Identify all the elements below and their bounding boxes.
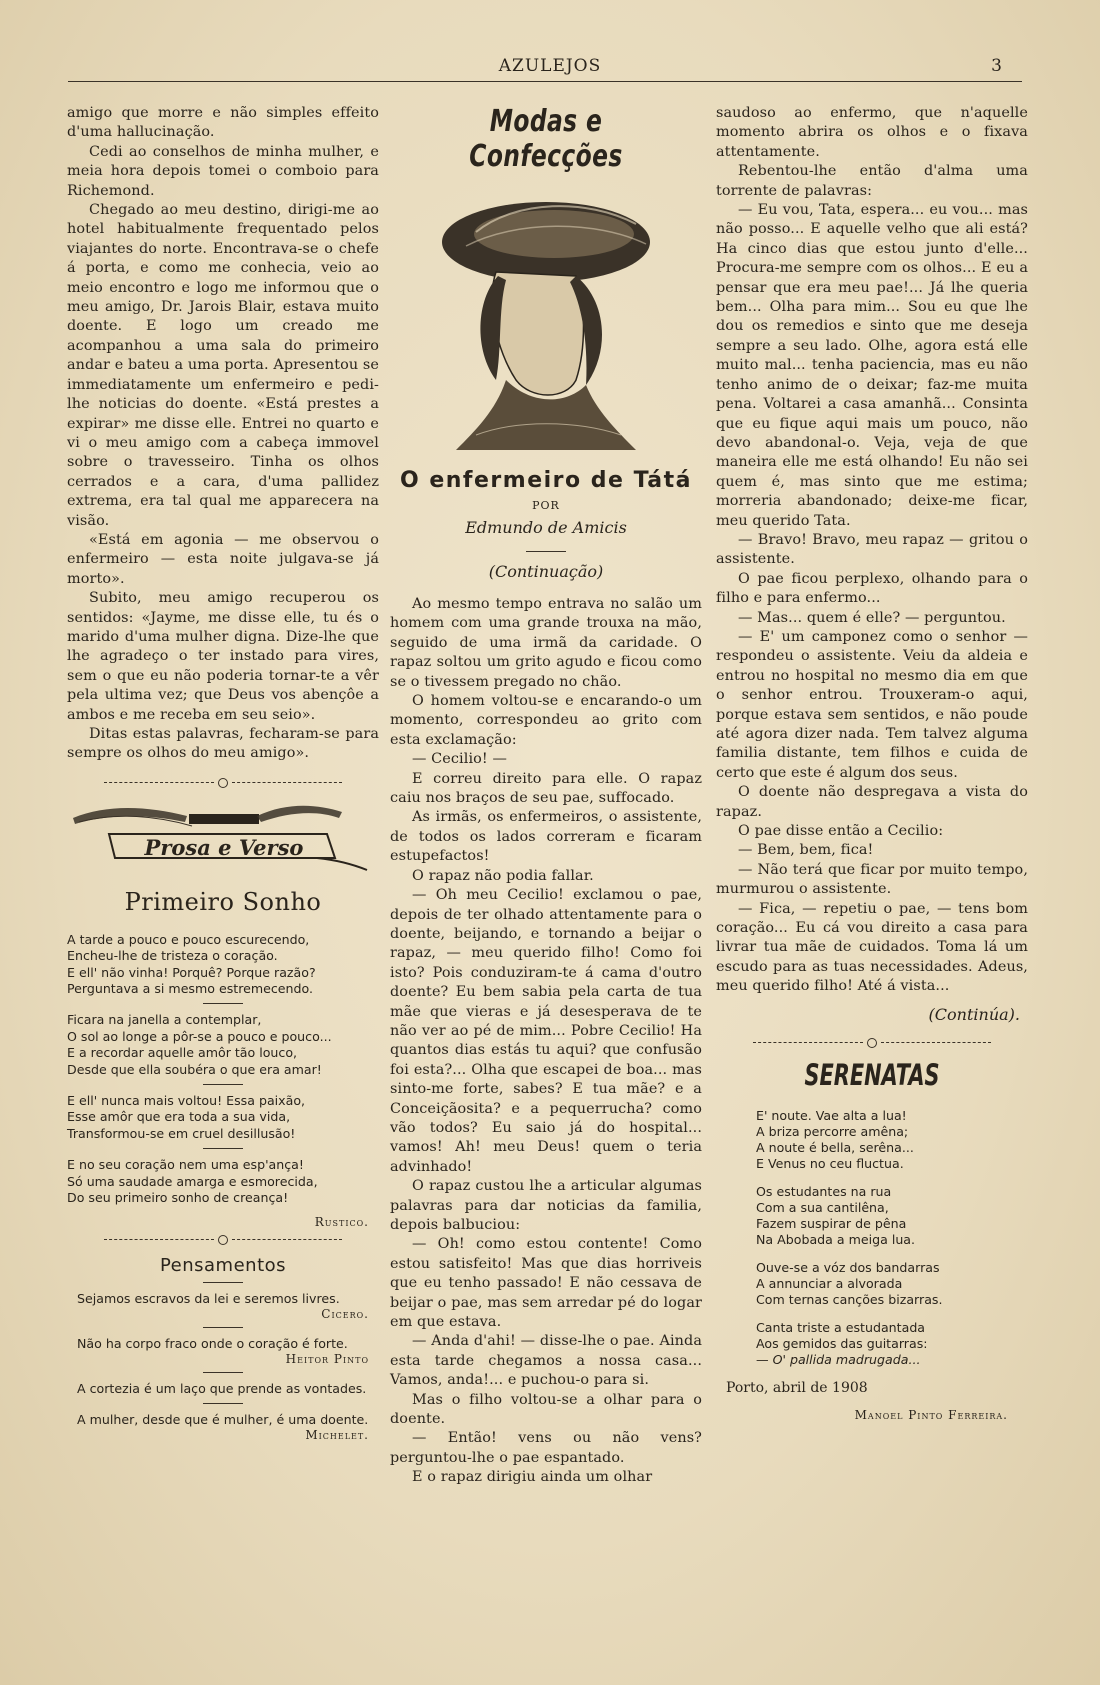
running-title: AZULEJOS [498,56,602,76]
verse-line: Encheu-lhe de tristeza o coração. [67,948,278,964]
paragraph: — Mas... quem é elle? — perguntou. [738,609,1006,626]
divider [203,1084,243,1085]
paragraph: — Então! vens ou não vens? perguntou-lhe o pae espantado. [390,1430,702,1466]
story-author: Edmundo de Amicis [465,518,627,537]
paragraph: — Fica, — repetiu o pae, — tens bom coração... Eu cá vou direito a casa para livrar tua mãe de cuidados. Toma lá um escudo para as tuas necessidades. Adeus, meu querido filho! Até á vista... [716,900,1028,995]
header-rule [68,81,1022,82]
poem-signature: Manoel Pinto Ferreira. [854,1407,1008,1422]
ornament-separator [716,1038,1028,1048]
paragraph: O doente não despregava a vista do rapaz. [716,784,1028,820]
column-right [716,104,1028,1422]
paragraph: O pae disse então a Cecilio: [738,823,944,840]
verse-line: E Venus no ceu fluctua. [756,1155,904,1171]
verse-line: A noute é bella, serêna... [756,1139,914,1155]
paragraph: Cedi ao conselhos de minha mulher, e meia hora depois tomei o comboio para Richemond. [67,143,379,199]
verse-line: Fazem suspirar de pêna [756,1215,907,1231]
verse-line: E no seu coração nem uma esp'ança! [67,1157,304,1173]
verse-line: A briza percorre amêna; [756,1123,909,1139]
column-middle [390,104,702,1488]
byline-por: POR [532,499,560,512]
verse-line: Aos gemidos das guitarras: [756,1335,928,1351]
verse-line: Só uma saudade amarga e esmorecida, [67,1173,318,1189]
ornament-separator [67,1235,379,1245]
paragraph: — Oh! como estou contente! Como estou satisfeito! Mas que dias horriveis que eu tenho passado! E não cessava de beijar o pae, mas sem arredar pé do logar em que estava. [390,1236,702,1331]
verse-line: O sol ao longe a pôr-se a pouco e pouco... [67,1028,332,1044]
divider [203,1282,243,1283]
paragraph: Ditas estas palavras, fecharam-se para sempre os olhos do meu amigo». [67,726,379,762]
quote-author: Heitor Pinto [285,1351,369,1366]
column-left [67,104,379,1444]
paragraph: saudoso ao enfermo, que n'aquelle momento abrira os olhos e o fixava attentamente. [716,105,1028,160]
verse-line: A annunciar a alvorada [756,1275,903,1291]
verse-line: E' noute. Vae alta a lua! [756,1107,907,1123]
paragraph: — Oh meu Cecilio! exclamou o pae, depois de ter olhado attentamente para o doente, beijando, e tornando a beijar o rapaz, — meu querido filho! Como foi isto? Pois conduziram-te á cama d'outro doente? Eu bem sabia pela carta de tua mãe que vieras e já desesperava de te não ver ao pé de mim... Pobre Cecilio! Ha quantos dias estás tu aqui? que confusão foi esta?... Olha que escapei de boa... mas sinto-me forte, sabes? E tua mãe? e a Conceiçãosita? e a pequerrucha? como vão todos? Eu saio já do hospital... vamos! Ah! meu Deus! quem o teria advinhado! [390,887,702,1175]
paragraph: — Bem, bem, fica! [738,842,874,859]
verse-line: Os estudantes na rua [756,1183,892,1199]
verse-line: Do seu primeiro sonho de creança! [67,1190,289,1206]
section-title: Modas e Confecções [469,104,623,174]
paragraph: E correu direito para elle. O rapaz caiu nos braços de seu pae, suffocado. [390,770,702,807]
paragraph: «Está em agonia — me observou o enfermeiro — esta noite julgava-se já morto». [67,531,379,587]
paragraph: — Eu vou, Tata, espera... eu vou... mas não posso... E aquelle velho que ali está? Ha cinco dias que estou junto d'elle... Procura-me sempre com os olhos... E eu a pensar que era meu pae!... Já lhe queria bem... Olha para mim... Sou eu que lhe dou os remedios e sinto que me deseja sempre a seu lado. Olhe, agora está elle muito mal... tenha paciencia, mas eu não tenho animo de o deixar; faz-me muita pena. Voltarei a casa amanhã... Consinta que eu fique aqui mais um pouco, não devo abandonal-o. Veja, veja de que maneira elle me está olhando! Eu não sei quem é, mas sinto que me estima; morreria abandonado; deixe-me ficar, meu querido Tata. [716,202,1028,529]
page-number: 3 [991,56,1002,76]
paragraph: — Não terá que ficar por muito tempo, murmurou o assistente. [716,861,1028,898]
paragraph: O rapaz não podia fallar. [412,867,594,884]
verse-line: Canta triste a estudantada [756,1319,926,1335]
quote-text: Sejamos escravos da lei e seremos livres. [77,1290,340,1306]
divider [203,1372,243,1373]
paragraph: Chegado ao meu destino, dirigi-me ao hotel habitualmente frequentado pelos viajantes do norte. Encontrava-se o chefe á porta, e como me conhecia, veio ao meio encontro e logo me informou que o meu amigo, Dr. Jarois Blair, estava muito doente. E logo um creado me acompanhou a uma sala do primeiro andar e bateu a uma porta. Apresentou se immediatamente um enfermeiro e pedi-lhe noticias do doente. «Está prestes a expirar» me disse elle. Entrei no quarto e vi o meu amigo com a cabeça immovel sobre o travesseiro. Tinha os olhos cerrados e a cara, d'uma pallidez extrema, era tal qual me apparecera na visão. [67,202,379,529]
paragraph: O rapaz custou lhe a articular algumas palavras para dar noticias da familia, depois balbuciou: [390,1178,702,1233]
poem-stanza [67,932,379,998]
verse-line: E ell' nunca mais voltou! Essa paixão, [67,1093,306,1109]
story-title: O enfermeiro de Tátá [399,468,692,493]
verse-line: Com a sua cantilêna, [756,1199,889,1215]
divider [203,1327,243,1328]
divider [203,1148,243,1149]
quote-author: Michelet. [305,1427,369,1442]
poem-title: SERENATAS [804,1057,940,1092]
verse-line: Desde que ella soubéra o que era amar! [67,1061,322,1077]
poem-stanza [67,1093,379,1142]
continuation-label: (Continuação) [488,562,604,581]
verse-line: E a recordar aquelle amôr tão louco, [67,1045,298,1061]
pensamentos-title: Pensamentos [159,1254,287,1276]
paragraph: — E' um camponez como o senhor — respondeu o assistente. Veiu da aldeia e entrou no hospital no mesmo dia em que o senhor entrou. Trouxeram-o aqui, porque estava sem sentidos, e não poude até agora dizer nada. Tem talvez alguma familia distante, tem filhos e cuida de certo que este é algum dos seus. [716,628,1028,781]
verse-line: Ficara na janella a contemplar, [67,1012,262,1028]
prosa-e-verso-banner [67,798,379,876]
verse-line: Com ternas canções bizarras. [756,1291,943,1307]
paragraph: — Anda d'ahi! — disse-lhe o pae. Ainda esta tarde chegamos a nossa casa... Vamos, anda!... e puchou-o para si. [390,1333,702,1389]
quote-text: A cortezia é um laço que prende as vontades. [77,1380,367,1396]
poem-stanza [716,1320,1028,1368]
paragraph: As irmãs, os enfermeiros, o assistente, de todos os lados correram e ficaram estupefactos! [390,809,702,865]
divider [203,1003,243,1004]
ornament-separator [67,778,379,788]
paragraph: amigo que morre e não simples effeito d'uma hallucinação. [67,105,379,141]
verse-line: Esse amôr que era toda a sua vida, [67,1109,291,1125]
paragraph: — Bravo! Bravo, meu rapaz — gritou o assistente. [716,531,1028,568]
divider [526,551,566,552]
paragraph: Mas o filho voltou-se a olhar para o doente. [390,1391,702,1428]
paragraph: E o rapaz dirigiu ainda um olhar [412,1469,653,1486]
poem-stanza [716,1108,1028,1172]
continua-label: (Continúa). [928,1004,1020,1024]
quote-text: Não ha corpo fraco onde o coração é forte. [77,1335,348,1351]
verse-line: Perguntava a si mesmo estremecendo. [67,981,314,997]
paragraph: Subito, meu amigo recuperou os sentidos: «Jayme, me disse elle, tu és o marido d'uma mulher digna. Dize-lhe que lhe agradeço o ter instado para vires, sem o que eu não poderia tornar-te a vêr pela ultima vez; que Deus vos abençôe a ambos e me receba em seu seio». [67,590,379,723]
paragraph: — Cecilio! — [412,751,507,768]
poem-signature: Rustico. [314,1214,369,1229]
paragraph: O pae ficou perplexo, olhando para o filho e para enfermo... [716,570,1028,607]
place-date: Porto, abril de 1908 [726,1379,868,1396]
quote-author: Cicero. [321,1306,369,1321]
verse-line: Na Abobada a meiga lua. [756,1231,916,1247]
verse-line: E ell' não vinha! Porquê? Porque razão? [67,964,316,980]
poem-stanza [716,1260,1028,1308]
poem-stanza [716,1184,1028,1248]
verse-line: A tarde a pouco e pouco escurecendo, [67,931,310,947]
poem-stanza [67,1012,379,1078]
paragraph: O homem voltou-se e encarando-o um momento, correspondeu ao grito com esta exclamação: [390,693,702,748]
paragraph: Rebentou-lhe então d'alma uma torrente de palavras: [716,163,1028,199]
poem-stanza [67,1157,379,1206]
woman-portrait-engraving-icon [436,180,656,460]
quote-text: A mulher, desde que é mulher, é uma doente. [77,1411,369,1427]
paragraph: Ao mesmo tempo entrava no salão um homem com uma grande trouxa na mão, seguido de uma irmã da caridade. O rapaz soltou um grito agudo e ficou como se o tivessem pregado no chão. [390,596,702,690]
verse-line: Ouve-se a vóz dos bandarras [756,1259,940,1275]
section-banner-label: Prosa e Verso [144,834,304,860]
verse-line: Transformou-se em cruel desillusão! [67,1125,296,1141]
verse-line: — O' pallida madrugada... [756,1351,921,1367]
poem-title: Primeiro Sonho [124,887,322,916]
divider [203,1403,243,1404]
